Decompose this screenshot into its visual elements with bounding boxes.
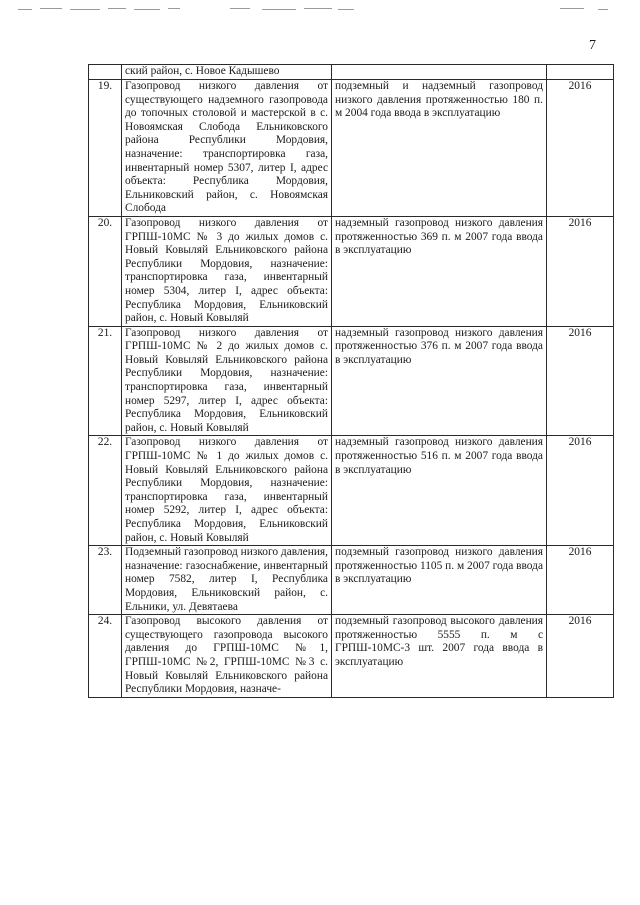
cell-year: 2016 xyxy=(547,615,614,698)
scan-noise-marks xyxy=(0,6,640,14)
cell-object-name: Подземный газопровод низкого давления, назначение: газоснабжение, инвентарный номер 7582, литер I, Республика Мордовия, Ельниковский район, с. Ельники, ул. Девятаева xyxy=(122,546,332,615)
cell-object-name: Газопровод низкого давления от ГРПШ-10МС № 1 до жилых домов с. Новый Ковыляй Ельниковского района Республики Мордовия, назначение: транспортировка газа, инвентарный номер 5292, литер I, адрес объекта: Республика Мордовия, Ельниковский район, с. Новый Ковыляй xyxy=(122,436,332,546)
cell-year xyxy=(547,65,614,80)
cell-characteristics: подземный газопровод низкого давления протяженностью 1105 п. м 2007 года ввода в эксплуатацию xyxy=(332,546,547,615)
table-row xyxy=(89,80,614,217)
cell-year: 2016 xyxy=(547,80,614,217)
cell-number: 24. xyxy=(89,615,122,698)
cell-characteristics: подземный и надземный газопровод низкого давления протяженностью 180 п. м 2004 года ввода в эксплуатацию xyxy=(332,80,547,217)
cell-object-name: Газопровод низкого давления от ГРПШ-10МС № 2 до жилых домов с. Новый Ковыляй Ельниковского района Республики Мордовия, назначение: транспортировка газа, инвентарный номер 5297, литер I, адрес объекта: Республика Мордовия, Ельниковский район, с. Новый Ковыляй xyxy=(122,326,332,436)
cell-year: 2016 xyxy=(547,326,614,436)
cell-number xyxy=(89,65,122,80)
table-row-continuation xyxy=(89,65,614,80)
cell-characteristics xyxy=(332,65,547,80)
cell-number: 19. xyxy=(89,80,122,217)
table-row xyxy=(89,615,614,698)
table-row xyxy=(89,436,614,546)
cell-number: 23. xyxy=(89,546,122,615)
table-row xyxy=(89,216,614,326)
cell-characteristics: подземный газопровод высокого давления протяженностью 5555 п. м с ГРПШ-10МС-3 шт. 2007 года ввода в эксплуатацию xyxy=(332,615,547,698)
cell-characteristics: надземный газопровод низкого давления протяженностью 516 п. м 2007 года ввода в эксплуатацию xyxy=(332,436,547,546)
cell-year: 2016 xyxy=(547,216,614,326)
cell-number: 22. xyxy=(89,436,122,546)
cell-characteristics: надземный газопровод низкого давления протяженностью 376 п. м 2007 года ввода в эксплуатацию xyxy=(332,326,547,436)
table-row xyxy=(89,546,614,615)
cell-number: 20. xyxy=(89,216,122,326)
cell-number: 21. xyxy=(89,326,122,436)
property-registry-table xyxy=(88,64,614,698)
cell-object-name: Газопровод низкого давления от существующего надземного газопровода до топочных столовой и мастерской в с. Новоямская Слобода Ельниковского района Республики Мордовия, назначение: транспортировка газа, инвентарный номер 5307, литер I, адрес объекта: Республика Мордовия, Ельниковский район, с. Новоямская Слобода xyxy=(122,80,332,217)
cell-object-name: Газопровод низкого давления от ГРПШ-10МС № 3 до жилых домов с. Новый Ковыляй Ельниковского района Республики Мордовия, назначение: транспортировка газа, инвентарный номер 5304, литер I, адрес объекта: Республика Мордовия, Ельниковский район, с. Новый Ковыляй xyxy=(122,216,332,326)
page-number: 7 xyxy=(589,38,596,53)
cell-year: 2016 xyxy=(547,436,614,546)
table-row xyxy=(89,326,614,436)
cell-year: 2016 xyxy=(547,546,614,615)
cell-object-name: Газопровод высокого давления от существующего газопровода высокого давления до ГРПШ-10МС №1, ГРПШ-10МС №2, ГРПШ-10МС №3 с. Новый Ковыляй Ельниковского района Республики Мордовия, назначе- xyxy=(122,615,332,698)
cell-characteristics: надземный газопровод низкого давления протяженностью 369 п. м 2007 года ввода в эксплуатацию xyxy=(332,216,547,326)
cell-object-name: ский район, с. Новое Кадышево xyxy=(122,65,332,80)
